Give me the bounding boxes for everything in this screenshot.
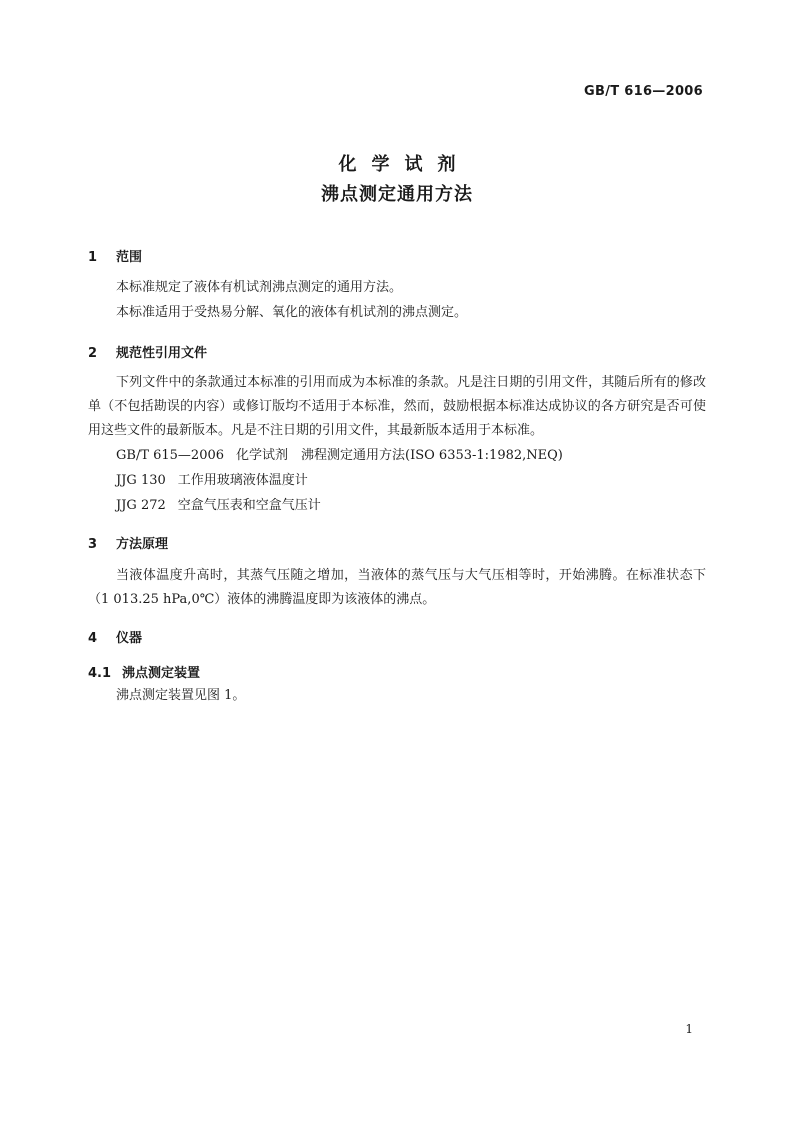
section-title: 沸点测定装置: [122, 666, 201, 681]
section-number: 4.1: [88, 666, 112, 681]
section-number: 1: [88, 250, 98, 265]
section-3-heading: [88, 533, 168, 552]
reference-title: 工作用玻璃液体温度计: [177, 473, 308, 488]
section-title: 方法原理: [116, 537, 169, 552]
reference-item: [116, 444, 563, 468]
section-title: 范围: [116, 250, 143, 265]
reference-code: JJG 272: [116, 498, 166, 513]
reference-title: 化学试剂 沸程测定通用方法(ISO 6353-1:1982,NEQ): [236, 448, 563, 463]
standard-code: GB/T 616—2006: [584, 84, 703, 99]
section-2-paragraph: 下列文件中的条款通过本标准的引用而成为本标准的条款。凡是注日期的引用文件，其随后所有的修改单（不包括勘误的内容）或修订版均不适用于本标准，然而，鼓励根据本标准达成协议的各方研究是否可使用这些文件的最新版本。凡是不注日期的引用文件，其最新版本适用于本标准。: [88, 375, 706, 438]
title-sub: 沸点测定通用方法: [321, 184, 473, 205]
section-number: 4: [88, 631, 98, 646]
section-4-1-paragraph: 沸点测定装置见图 1。: [116, 688, 246, 703]
section-4-heading: [88, 627, 142, 646]
title-main: 化学试剂: [338, 154, 471, 175]
section-number: 2: [88, 346, 98, 361]
reference-title: 空盒气压表和空盒气压计: [177, 498, 321, 513]
section-4-1-heading: [88, 662, 200, 681]
section-1-paragraph-1: 本标准规定了液体有机试剂沸点测定的通用方法。: [116, 280, 403, 295]
section-title: 仪器: [116, 631, 143, 646]
section-2-heading: [88, 342, 207, 361]
document-title: [0, 152, 794, 208]
section-number: 3: [88, 537, 98, 552]
reference-code: JJG 130: [116, 473, 166, 488]
reference-code: GB/T 615—2006: [116, 448, 225, 463]
section-title: 规范性引用文件: [116, 346, 208, 361]
page-number: 1: [685, 1022, 693, 1036]
section-1-paragraph-2: 本标准适用于受热易分解、氧化的液体有机试剂的沸点测定。: [116, 305, 468, 320]
section-3-paragraph: 当液体温度升高时，其蒸气压随之增加，当液体的蒸气压与大气压相等时，开始沸腾。在标准状态下（1 013.25 hPa,0℃）液体的沸腾温度即为该液体的沸点。: [88, 568, 706, 607]
reference-item: [116, 469, 308, 493]
section-1-heading: [88, 246, 142, 265]
reference-item: [116, 494, 321, 518]
